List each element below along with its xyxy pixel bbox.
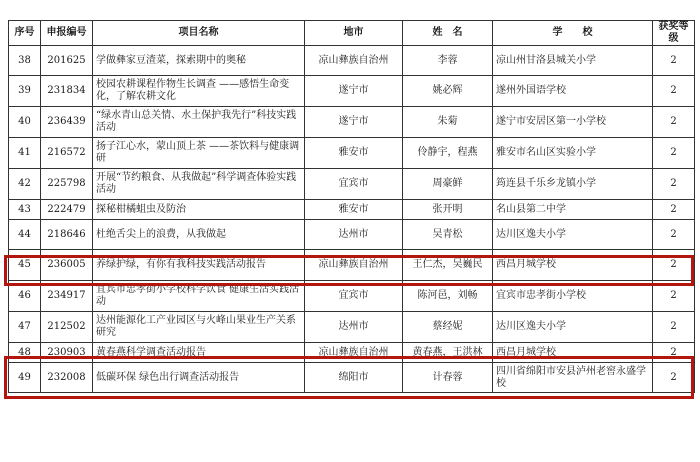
cell-code: 232008 [41,363,93,393]
cell-name: 陈河邑，刘畅 [403,281,493,312]
cell-no: 39 [9,76,41,107]
cell-city: 达州市 [305,312,403,343]
cell-project: 探秘柑橘蛆虫及防治 [93,200,305,220]
cell-project: 杜绝舌尖上的浪费，从我做起 [93,220,305,250]
cell-project: 扬子江心水，蒙山顶上茶 ——茶饮料与健康调研 [93,138,305,169]
cell-level: 2 [653,250,695,281]
header-no: 序号 [9,21,41,46]
cell-project: 开展“节约粮食、从我做起”科学调查体验实践活动 [93,169,305,200]
header-code: 申报编号 [41,21,93,46]
cell-school: 宜宾市忠孝街小学校 [493,281,653,312]
cell-level: 2 [653,220,695,250]
cell-name: 姚必辉 [403,76,493,107]
cell-no: 47 [9,312,41,343]
cell-city: 遂宁市 [305,107,403,138]
cell-name: 黄春燕，王洪林 [403,343,493,363]
table-row [9,281,695,312]
cell-code: 231834 [41,76,93,107]
table-row [9,312,695,343]
cell-code: 216572 [41,138,93,169]
cell-level: 2 [653,169,695,200]
cell-school: 遂宁市安居区第一小学校 [493,107,653,138]
header-city: 地市 [305,21,403,46]
cell-level: 2 [653,46,695,76]
cell-name: 王仁杰，吴巍民 [403,250,493,281]
cell-code: 222479 [41,200,93,220]
cell-city: 雅安市 [305,200,403,220]
table-row [9,200,695,220]
cell-name: 张开明 [403,200,493,220]
cell-city: 绵阳市 [305,363,403,393]
cell-project: 达州能源化工产业园区与火峰山果业生产关系研究 [93,312,305,343]
cell-no: 48 [9,343,41,363]
cell-city: 宜宾市 [305,281,403,312]
cell-school: 西昌月城学校 [493,250,653,281]
table-row [9,138,695,169]
cell-city: 雅安市 [305,138,403,169]
cell-school: 雅安市名山区实验小学 [493,138,653,169]
table-row [9,46,695,76]
table-row [9,76,695,107]
cell-code: 225798 [41,169,93,200]
cell-city: 遂宁市 [305,76,403,107]
cell-project: “绿水青山总关情、水土保护我先行”科技实践活动 [93,107,305,138]
cell-code: 234917 [41,281,93,312]
cell-school: 筠连县千乐乡龙镇小学 [493,169,653,200]
cell-school: 达川区逸夫小学 [493,312,653,343]
cell-level: 2 [653,312,695,343]
award-table [8,20,695,393]
cell-no: 44 [9,220,41,250]
cell-project: 低碳环保 绿色出行调查活动报告 [93,363,305,393]
cell-school: 遂州外国语学校 [493,76,653,107]
table-row [9,363,695,393]
header-school: 学 校 [493,21,653,46]
cell-no: 42 [9,169,41,200]
cell-city: 宜宾市 [305,169,403,200]
cell-no: 45 [9,250,41,281]
cell-name: 计春蓉 [403,363,493,393]
cell-name: 伶静宇，程燕 [403,138,493,169]
cell-level: 2 [653,200,695,220]
cell-school: 四川省绵阳市安县泸州老窖永盛学校 [493,363,653,393]
cell-code: 236439 [41,107,93,138]
cell-school: 达川区逸夫小学 [493,220,653,250]
cell-no: 46 [9,281,41,312]
cell-name: 李蓉 [403,46,493,76]
cell-no: 38 [9,46,41,76]
cell-project: 黄春燕科学调查活动报告 [93,343,305,363]
cell-school: 名山县第二中学 [493,200,653,220]
cell-school: 凉山州甘洛县城关小学 [493,46,653,76]
cell-name: 蔡经妮 [403,312,493,343]
cell-no: 43 [9,200,41,220]
cell-project: 养绿护绿，有你有我科技实践活动报告 [93,250,305,281]
table-row [9,343,695,363]
cell-project: 校园农耕课程作物生长调查 ——感悟生命变化，了解农耕文化 [93,76,305,107]
table-header-row [9,21,695,46]
cell-city: 凉山彝族自治州 [305,250,403,281]
cell-city: 达州市 [305,220,403,250]
cell-level: 2 [653,363,695,393]
cell-city: 凉山彝族自治州 [305,343,403,363]
cell-code: 218646 [41,220,93,250]
cell-code: 236005 [41,250,93,281]
cell-code: 230903 [41,343,93,363]
cell-school: 西昌月城学校 [493,343,653,363]
table-row [9,250,695,281]
cell-project: 宜宾市忠孝街小学校科学饮食 健康生活实践活动 [93,281,305,312]
cell-no: 40 [9,107,41,138]
table-row [9,169,695,200]
cell-level: 2 [653,343,695,363]
cell-no: 41 [9,138,41,169]
table-row [9,220,695,250]
cell-level: 2 [653,281,695,312]
cell-no: 49 [9,363,41,393]
cell-code: 201625 [41,46,93,76]
cell-code: 212502 [41,312,93,343]
cell-level: 2 [653,107,695,138]
cell-level: 2 [653,138,695,169]
cell-project: 学做彝家豆渣菜，探索期中的奥秘 [93,46,305,76]
cell-name: 周豪鲜 [403,169,493,200]
header-project: 项目名称 [93,21,305,46]
cell-city: 凉山彝族自治州 [305,46,403,76]
table-row [9,107,695,138]
cell-name: 朱菊 [403,107,493,138]
header-level: 获奖等级 [653,21,695,46]
header-name: 姓 名 [403,21,493,46]
cell-level: 2 [653,76,695,107]
cell-name: 吴青松 [403,220,493,250]
